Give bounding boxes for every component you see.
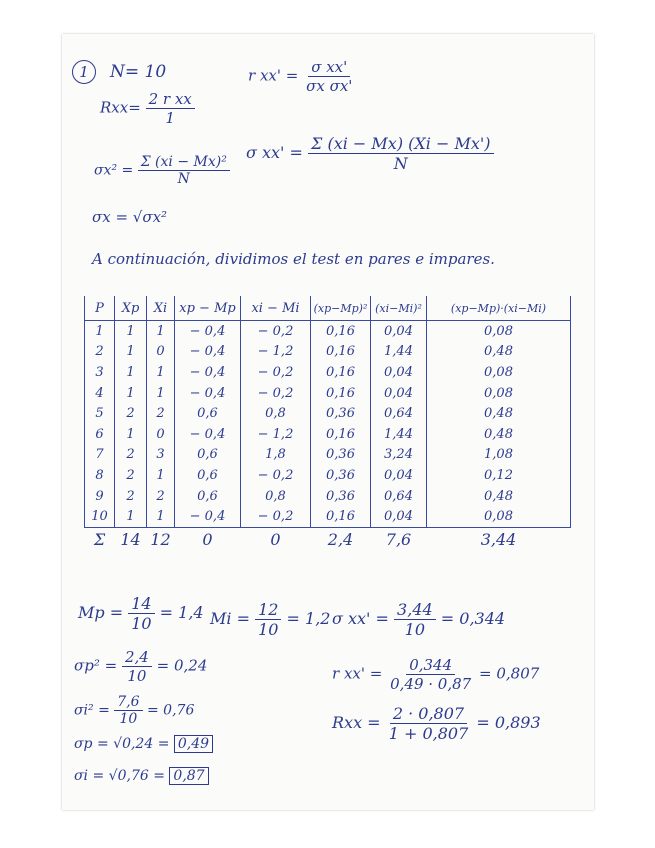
- sd-p-calc: [74, 736, 213, 752]
- table-cell: 1,08: [427, 445, 571, 466]
- table-cell: 1: [115, 321, 147, 342]
- table-row: [85, 403, 571, 424]
- sigma-xx1-calc-label: σ xx' =: [332, 609, 389, 628]
- n-value: N= 10: [110, 62, 167, 82]
- variance-formula: [94, 154, 230, 187]
- mp-num: 14: [128, 594, 154, 614]
- table-cell: − 1,2: [241, 342, 311, 363]
- table-cell: 5: [85, 403, 115, 424]
- sd-i-calc: [74, 768, 209, 784]
- sigma-xx1-num: Σ (xi − Mx) (Xi − Mx'): [308, 134, 493, 154]
- table-cell: 0,48: [427, 342, 571, 363]
- var-p-value: = 0,24: [156, 656, 208, 675]
- sigma-xx1-calc-value: = 0,344: [440, 609, 506, 628]
- table-cell: 0,08: [427, 362, 571, 383]
- table-cell: 1,44: [371, 342, 427, 363]
- table-cell: 0,6: [175, 465, 241, 486]
- table-cell: 1: [147, 321, 175, 342]
- sum-cell: 0: [270, 530, 281, 550]
- sigma-xx1-calc-den: 10: [404, 620, 426, 639]
- table-cell: 2: [147, 403, 175, 424]
- table-cell: 0,64: [371, 403, 427, 424]
- var-i-value: = 0,76: [147, 702, 195, 719]
- table-cell: 8: [85, 465, 115, 486]
- notebook-page: [62, 34, 594, 810]
- table-cell: 1: [147, 506, 175, 527]
- var-i-calc: [74, 694, 194, 727]
- table-cell: 2: [147, 486, 175, 507]
- mi-num: 12: [255, 600, 281, 620]
- table-cell: 0,16: [311, 362, 371, 383]
- sum-cell: 7,6: [385, 530, 412, 550]
- rxx-label: Rxx=: [100, 98, 141, 117]
- table-cell: 6: [85, 424, 115, 445]
- col-header: (xi−Mi)²: [371, 296, 427, 321]
- table-cell: − 0,4: [175, 506, 241, 527]
- table-cell: − 0,2: [241, 383, 311, 404]
- table-cell: 0,6: [175, 403, 241, 424]
- table-cell: 0,36: [311, 486, 371, 507]
- table-cell: 0,48: [427, 486, 571, 507]
- table-row: [85, 321, 571, 342]
- mi-label: Mi =: [210, 609, 250, 628]
- sd-i-result: 0,87: [169, 767, 208, 785]
- var-i-label: σi² =: [74, 702, 110, 719]
- mp-label: Mp =: [78, 603, 124, 622]
- table-cell: 0,08: [427, 321, 571, 342]
- table-cell: 0,6: [175, 486, 241, 507]
- mp-value: = 1,4: [159, 603, 204, 622]
- rxx1-calc-label: r xx' =: [332, 664, 383, 683]
- variance-label: σx² =: [94, 162, 134, 179]
- table-cell: 1: [115, 342, 147, 363]
- table-cell: 3,24: [371, 445, 427, 466]
- table-cell: 4: [85, 383, 115, 404]
- rxx1-den: σx σx': [306, 77, 353, 95]
- table-cell: 7: [85, 445, 115, 466]
- sigma-xx1-calc: [332, 600, 505, 639]
- table-row: [85, 424, 571, 445]
- table-cell: 2: [85, 342, 115, 363]
- sd-i-label: σi = √0,76 =: [74, 768, 165, 784]
- rxx-formula: [100, 90, 195, 127]
- table-row: [85, 445, 571, 466]
- table-cell: 1,8: [241, 445, 311, 466]
- mp-calc: [78, 594, 204, 633]
- sd-formula: σx = √σx²: [92, 208, 168, 226]
- var-p-num: 2,4: [122, 648, 152, 667]
- table-cell: 1,44: [371, 424, 427, 445]
- table-header-row: [85, 296, 571, 321]
- intro-text: A continuación, dividimos el test en pares e impares.: [92, 250, 495, 268]
- table-row: [85, 383, 571, 404]
- table-cell: − 0,4: [175, 321, 241, 342]
- table-row: [85, 362, 571, 383]
- table-cell: 0,36: [311, 403, 371, 424]
- table-cell: 0: [147, 424, 175, 445]
- Rxx-calc-value: = 0,893: [476, 713, 541, 732]
- table-row: [85, 506, 571, 527]
- table-row: [85, 465, 571, 486]
- sum-row: [85, 527, 571, 552]
- table-cell: − 0,4: [175, 383, 241, 404]
- table-cell: 0,16: [311, 424, 371, 445]
- sd-p-result: 0,49: [174, 735, 213, 753]
- table-cell: 0,04: [371, 465, 427, 486]
- col-header: (xp−Mp)²: [311, 296, 371, 321]
- variance-num: Σ (xi − Mx)²: [138, 154, 230, 171]
- table-cell: − 0,4: [175, 424, 241, 445]
- mi-den: 10: [258, 620, 279, 639]
- col-header: Xi: [147, 296, 175, 321]
- table-cell: − 0,4: [175, 362, 241, 383]
- table-cell: 1: [147, 383, 175, 404]
- table-cell: 0,12: [427, 465, 571, 486]
- table-cell: 0,16: [311, 342, 371, 363]
- sigma-xx1-label: σ xx' =: [246, 143, 303, 162]
- table-cell: 2: [115, 465, 147, 486]
- table-cell: − 0,2: [241, 321, 311, 342]
- table-cell: 0,04: [371, 362, 427, 383]
- table-cell: − 1,2: [241, 424, 311, 445]
- variance-den: N: [177, 171, 190, 187]
- table-row: [85, 486, 571, 507]
- table-cell: 0,04: [371, 321, 427, 342]
- table-cell: 0,16: [311, 383, 371, 404]
- table-cell: 0,8: [241, 403, 311, 424]
- table-cell: 0,6: [175, 445, 241, 466]
- sum-cell: 12: [150, 530, 171, 550]
- table-cell: − 0,2: [241, 506, 311, 527]
- table-cell: 1: [115, 383, 147, 404]
- col-header: Xp: [115, 296, 147, 321]
- col-header: P: [85, 296, 115, 321]
- sigma-xx1-den: N: [393, 154, 408, 173]
- sigma-xx1-formula: [246, 134, 494, 173]
- col-header: xp − Mp: [175, 296, 241, 321]
- mp-den: 10: [131, 614, 152, 633]
- Rxx-calc: [332, 704, 541, 743]
- table-cell: 10: [85, 506, 115, 527]
- table-cell: − 0,2: [241, 465, 311, 486]
- table-cell: 0,36: [311, 465, 371, 486]
- var-i-den: 10: [119, 711, 138, 727]
- table-cell: 0,08: [427, 506, 571, 527]
- Rxx-calc-num: 2 · 0,807: [390, 704, 467, 724]
- var-p-label: σp² =: [74, 656, 118, 675]
- table-cell: 3: [85, 362, 115, 383]
- Rxx-calc-label: Rxx =: [332, 713, 381, 732]
- rxx1-calc-value: = 0,807: [479, 664, 540, 683]
- problem-number: 1: [72, 60, 96, 84]
- mi-value: = 1,2: [286, 609, 331, 628]
- table-cell: 9: [85, 486, 115, 507]
- table-cell: 1: [115, 424, 147, 445]
- var-p-calc: [74, 648, 207, 685]
- table-cell: 0,08: [427, 383, 571, 404]
- rxx1-calc-num: 0,344: [406, 656, 455, 675]
- rxx-num: 2 r xx: [146, 90, 195, 109]
- col-header: (xp−Mp)·(xi−Mi): [427, 296, 571, 321]
- sd-p-label: σp = √0,24 =: [74, 736, 170, 752]
- table-cell: 0,04: [371, 383, 427, 404]
- table-row: [85, 342, 571, 363]
- table-cell: 2: [115, 445, 147, 466]
- table-cell: − 0,4: [175, 342, 241, 363]
- rxx1-label: r xx' =: [248, 66, 299, 85]
- sum-cell: 0: [202, 530, 213, 550]
- table-cell: 1: [115, 506, 147, 527]
- table-cell: 1: [147, 465, 175, 486]
- table-cell: 0,04: [371, 506, 427, 527]
- mi-calc: [210, 600, 330, 639]
- sigma-xx1-calc-num: 3,44: [394, 600, 436, 620]
- table-cell: 2: [115, 486, 147, 507]
- table-cell: 1: [147, 362, 175, 383]
- data-table: [84, 296, 571, 552]
- rxx-den: 1: [165, 109, 175, 127]
- table-cell: − 0,2: [241, 362, 311, 383]
- table-cell: 0: [147, 342, 175, 363]
- Rxx-calc-den: 1 + 0,807: [388, 724, 469, 743]
- table-cell: 1: [85, 321, 115, 342]
- rxx1-calc: [332, 656, 539, 693]
- sum-cell: 2,4: [327, 530, 354, 550]
- table-cell: 3: [147, 445, 175, 466]
- sum-cell: 14: [120, 530, 141, 550]
- col-header: xi − Mi: [241, 296, 311, 321]
- var-p-den: 10: [127, 667, 147, 685]
- table-cell: 0,8: [241, 486, 311, 507]
- table-cell: 0,36: [311, 445, 371, 466]
- sum-symbol: Σ: [93, 530, 106, 550]
- table-cell: 2: [115, 403, 147, 424]
- sum-cell: 3,44: [480, 530, 517, 550]
- rxx1-formula: [248, 58, 355, 95]
- table-cell: 0,48: [427, 403, 571, 424]
- rxx1-num: σ xx': [308, 58, 350, 77]
- table-cell: 0,64: [371, 486, 427, 507]
- rxx1-calc-den: 0,49 · 0,87: [390, 675, 472, 693]
- table-cell: 0,48: [427, 424, 571, 445]
- var-i-num: 7,6: [114, 694, 142, 711]
- table-cell: 0,16: [311, 321, 371, 342]
- table-cell: 1: [115, 362, 147, 383]
- table-cell: 0,16: [311, 506, 371, 527]
